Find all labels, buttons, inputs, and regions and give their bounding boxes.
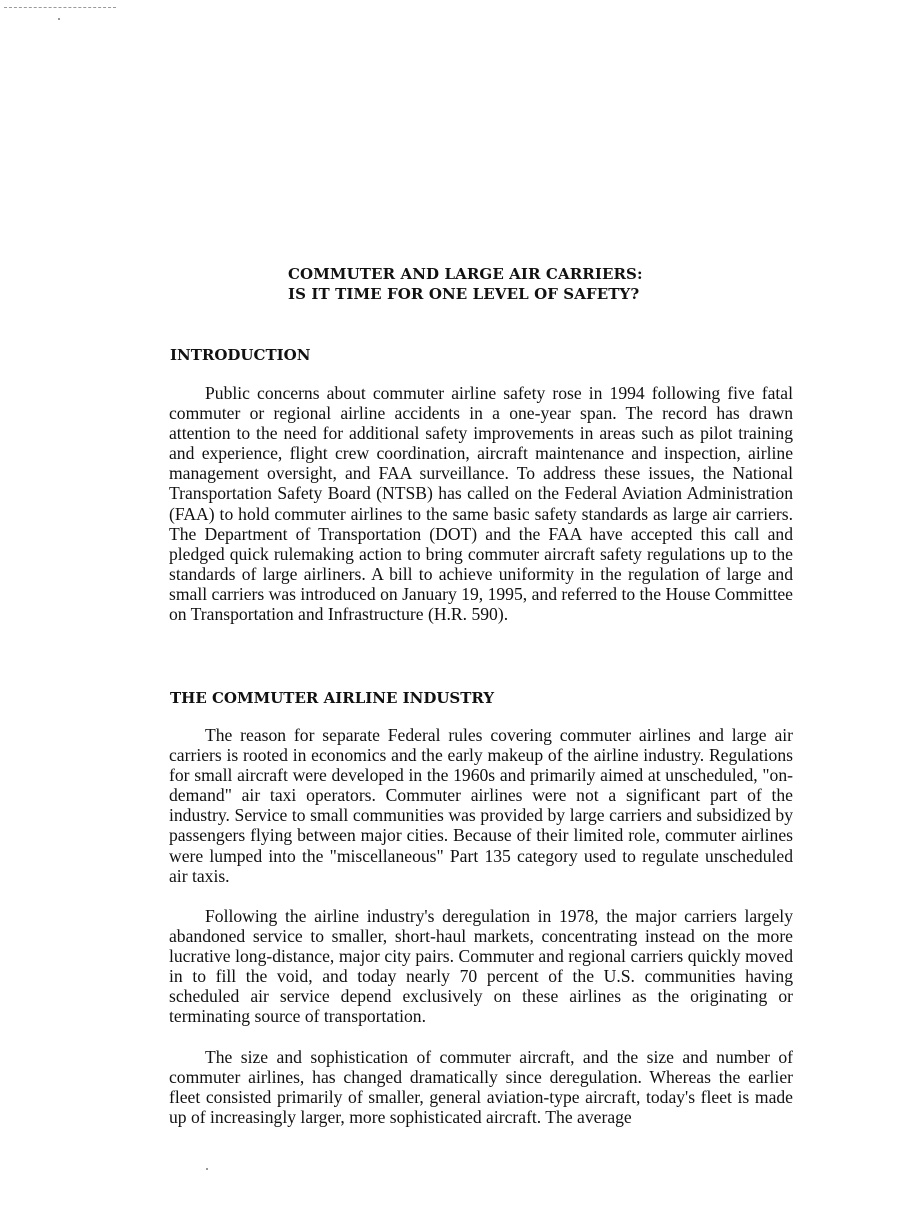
scan-speck bbox=[58, 18, 60, 20]
section-heading-commuter-industry: THE COMMUTER AIRLINE INDUSTRY bbox=[170, 689, 495, 707]
paragraph-commuter-2: Following the airline industry's deregulation in 1978, the major carriers largely abandoned service to smaller, short-haul markets, concentrating instead on the more lucrative long-distance, major city pairs. Commuter and regional carriers quickly moved in to fill the void, and today nearly 70 percent of the U.S. communities having scheduled air service depend exclusively on these airlines as the originating or terminating source of transportation. bbox=[169, 906, 793, 1027]
scan-speck bbox=[206, 1168, 208, 1170]
document-title bbox=[288, 264, 643, 304]
paragraph-introduction: Public concerns about commuter airline safety rose in 1994 following five fatal commuter or regional airline accidents in a one-year span. The record has drawn attention to the need for additional safety improvements in areas such as pilot training and experience, flight crew coordination, aircraft maintenance and inspection, airline management oversight, and FAA surveillance. To address these issues, the National Transportation Safety Board (NTSB) has called on the Federal Aviation Administration (FAA) to hold commuter airlines to the same basic safety standards as large air carriers. The Department of Transportation (DOT) and the FAA have accepted this call and pledged quick rulemaking action to bring commuter aircraft safety regulations up to the standards of large airliners. A bill to achieve uniformity in the regulation of large and small carriers was introduced on January 19, 1995, and referred to the House Committee on Transportation and Infrastructure (H.R. 590). bbox=[169, 383, 793, 625]
scan-artifact-line bbox=[4, 7, 116, 8]
document-title-line-1: COMMUTER AND LARGE AIR CARRIERS: bbox=[288, 265, 643, 283]
section-heading-introduction: INTRODUCTION bbox=[170, 346, 311, 364]
paragraph-commuter-1: The reason for separate Federal rules covering commuter airlines and large air carriers is rooted in economics and the early makeup of the airline industry. Regulations for small aircraft were developed in the 1960s and primarily aimed at unscheduled, "on-demand" air taxi operators. Commuter airlines were not a significant part of the industry. Service to small communities was provided by large carriers and subsidized by passengers flying between major cities. Because of their limited role, commuter airlines were lumped into the "miscellaneous" Part 135 category used to regulate unscheduled air taxis. bbox=[169, 725, 793, 886]
paragraph-commuter-3: The size and sophistication of commuter aircraft, and the size and number of commuter airlines, has changed dramatically since deregulation. Whereas the earlier fleet consisted primarily of smaller, general aviation-type aircraft, today's fleet is made up of increasingly larger, more sophisticated aircraft. The average bbox=[169, 1047, 793, 1128]
document-title-line-2: IS IT TIME FOR ONE LEVEL OF SAFETY? bbox=[288, 285, 640, 303]
